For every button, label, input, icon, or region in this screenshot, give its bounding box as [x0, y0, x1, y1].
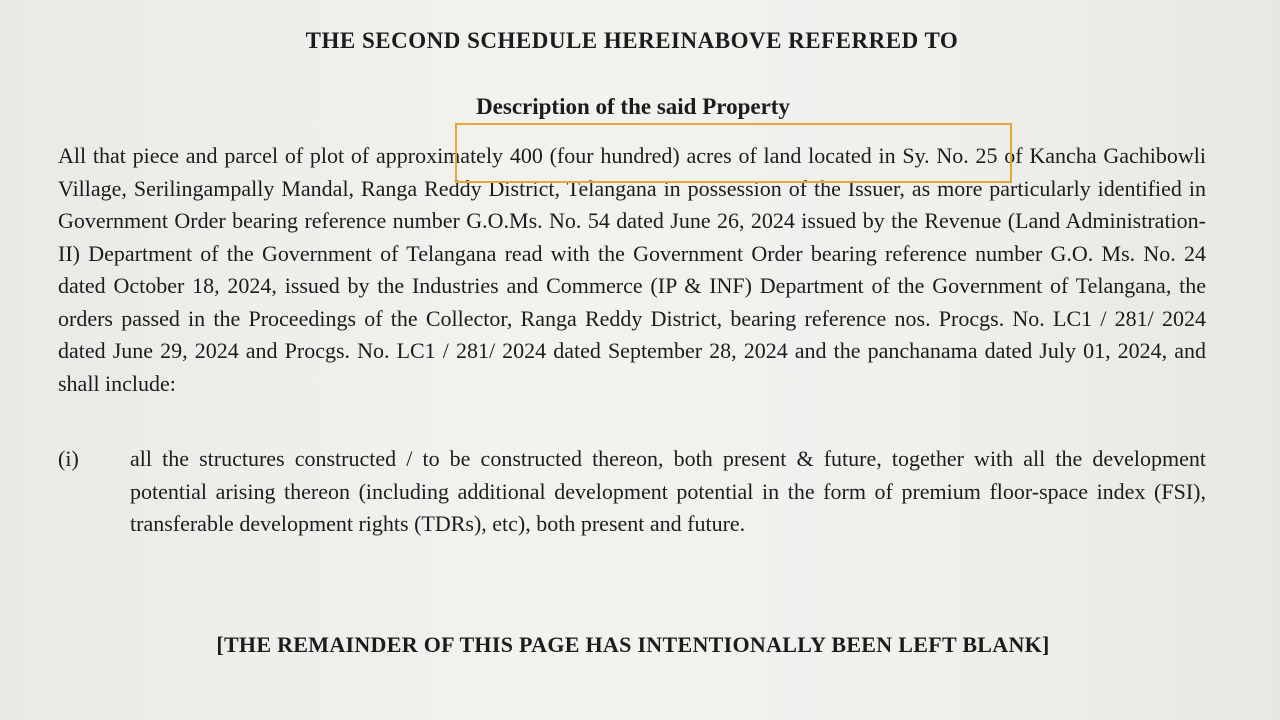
blank-page-notice: [THE REMAINDER OF THIS PAGE HAS INTENTIONALLY BEEN LEFT BLANK] — [216, 632, 1050, 657]
schedule-title: THE SECOND SCHEDULE HEREINABOVE REFERRED TO — [305, 28, 959, 53]
highlight-annotation-box — [455, 123, 1012, 183]
property-description-paragraph: All that piece and parcel of plot of approximately 400 (four hundred) acres of land located in Sy. No. 25 of Kancha Gachibowli Village, Serilingampally Mandal, Ranga Reddy District, Telangana in possession of the Issuer, as more particularly identified in Government Order bearing reference number G.O.Ms. No. 54 dated June 26, 2024 issued by the Revenue (Land Administration-II) Department of the Government of Telangana read with the Government Order bearing reference number G.O. Ms. No. 24 dated October 18, 2024, issued by the Industries and Commerce (IP & INF) Department of the Government of Telangana, the orders passed in the Proceedings of the Collector, Ranga Reddy District, bearing reference nos. Procgs. No. LC1 / 281/ 2024 dated June 29, 2024 and Procgs. No. LC1 / 281/ 2024 dated September 28, 2024 and the panchanama dated July 01, 2024, and shall include: — [58, 143, 1206, 396]
property-description-heading: Description of the said Property — [476, 94, 790, 119]
clause-number: (i) — [58, 446, 79, 471]
clause-text: all the structures constructed / to be constructed thereon, both present & future, together with all the development potential arising thereon (including additional development potential in the form of premium floor-space index (FSI), transferable development rights (TDRs), etc), both present and future. — [130, 446, 1206, 536]
